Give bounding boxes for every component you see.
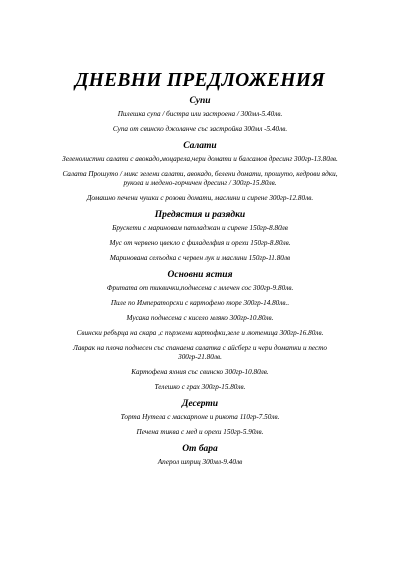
section-salads	[60, 140, 340, 203]
section-mains	[60, 269, 340, 392]
section-desserts	[60, 398, 340, 437]
section-soups	[60, 95, 340, 134]
menu-item: Зеленолистни салати с авокадо,моцарела,чери домати и балсамов дресинг 300гр-13.80лв.	[62, 155, 338, 163]
menu-item: Маринована селъодка с червен лук и маслини 150гр-11.80лв	[109, 254, 291, 262]
menu-item: Торта Нутела с маскарпоне и рикота 110гр-7.50лв.	[120, 413, 280, 421]
menu-item: Салата Прошуто / микс зелени салати, авокадо, белени домати, прошуто, кедрови ядки, рукола и медено-горчичен дресинг / 300гр-15.80лв.	[62, 170, 338, 187]
menu-item: Телешко с грах 300гр-15.80лв.	[154, 383, 246, 391]
section-title: Салати	[183, 141, 217, 151]
menu-item: Фритата от тиквички,поднесена с млечен сос 300гр-9.80лв.	[106, 284, 294, 292]
section-title: От бара	[182, 444, 218, 454]
menu-item: Пилешка супа / бистра или застроена / 300мл-5.40лв.	[117, 110, 283, 118]
menu-item: Картофена яхния със свинско 300гр-10.80лв.	[131, 368, 269, 376]
menu-item: Брускети с мариновам патладжан и сирене 150гр-8.80лв	[112, 224, 288, 232]
menu-item: Печена тиква с мед и орехи 150гр-5.90лв.	[136, 428, 264, 436]
section-title: Основни ястия	[167, 270, 233, 280]
section-title: Десерти	[181, 399, 219, 409]
section-starters	[60, 209, 340, 263]
menu-item: Аперол шприц 300мл-9.40лв	[157, 458, 243, 466]
section-title: Предястия и разядки	[154, 210, 246, 220]
page-title: ДНЕВНИ ПРЕДЛОЖЕНИЯ	[75, 70, 325, 91]
menu-item: Свински ребърца на скара ,с пържени картофки,зеле и лютеница 300гр-16.80лв.	[76, 329, 324, 337]
menu-item: Мус от червено цвекло с филаделфия и орехи 150гр-8.80лв.	[109, 239, 291, 247]
section-title: Супи	[189, 96, 211, 106]
menu-item: Пиле по Императорски с картофено пюре 300гр-14.80лв..	[110, 299, 290, 307]
menu-item: Мусака поднесена с кисело мляко 300гр-10.80лв.	[126, 314, 274, 322]
section-bar	[60, 443, 340, 467]
menu-item: Домашно печени чушки с розови домати, маслини и сирене 300гр-12.80лв.	[86, 194, 314, 202]
menu-item: Лаврак на плоча поднесен със спанаена салатка с айсберг и чери доматки и песто 300гр-21.80лв.	[72, 344, 328, 361]
menu-item: Супа от свинско джоланче със застройка 300мл -5.40лв.	[112, 125, 288, 133]
